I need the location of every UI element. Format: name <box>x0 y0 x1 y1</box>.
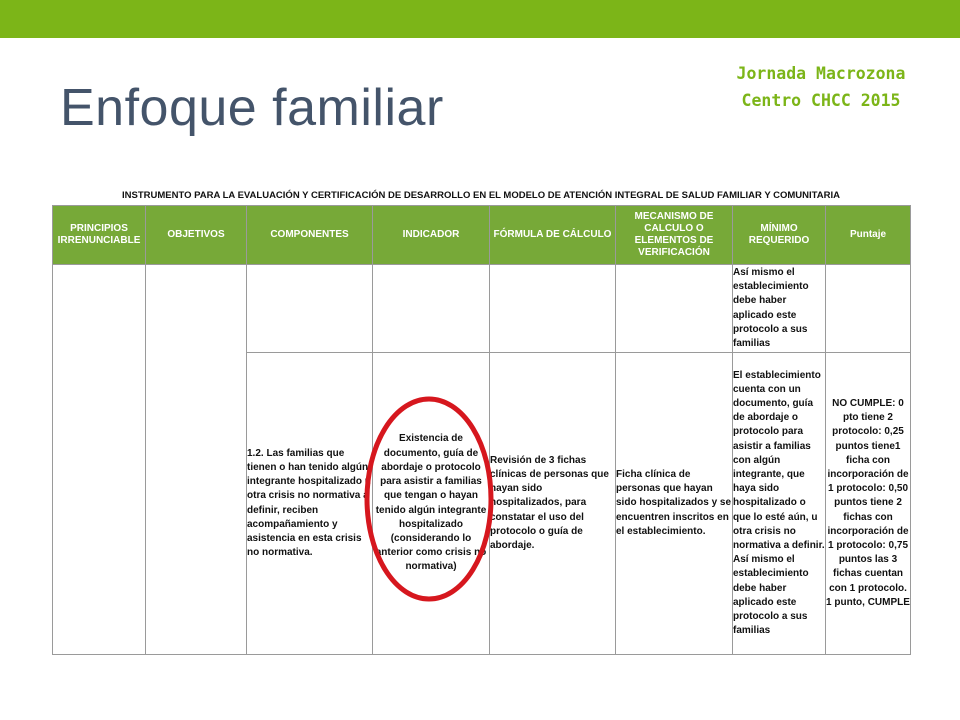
mecanismo-cell <box>616 265 733 353</box>
objetivos-cell <box>146 265 247 655</box>
indicador-text: Existencia de documento, guía de abordaje o protocolo para asistir a familias que tengan o hayan tenido algún integrante hospitalizado (considerando lo anterior como crisis no normativa) <box>375 433 487 573</box>
column-header: COMPONENTES <box>247 206 373 265</box>
minimo-cell <box>733 265 826 353</box>
formula-cell <box>490 353 616 655</box>
componente-text: 1.2. Las familias que tienen o han tenido algún integrante hospitalizado u otra crisis no normativa a definir, reciben acompañamiento y asistencia en esta crisis no normativa. <box>247 447 371 559</box>
slide-title: Enfoque familiar <box>60 79 444 137</box>
puntaje-text: NO CUMPLE: 0 pto tiene 2 protocolo: 0,25 puntos tiene1 ficha con incorporación de 1 protocolo: 0,50 puntos tiene 2 fichas con incorporación de 1 protocolo: 0,75 puntos las 3 fichas cuentan con 1 protocolo. 1 punto, CUMPLE <box>826 397 910 608</box>
formula-text: Revisión de 3 fichas clínicas de personas que hayan sido hospitalizados, para constatar el uso del protocolo o guía de abordaje. <box>490 454 609 551</box>
column-header: FÓRMULA DE CÁLCULO <box>490 206 616 265</box>
event-tag <box>716 60 926 114</box>
componentes-cell <box>247 353 373 655</box>
table-row <box>53 265 911 353</box>
formula-cell <box>490 265 616 353</box>
column-header: INDICADOR <box>373 206 490 265</box>
principios-cell <box>53 265 146 655</box>
mecanismo-cell <box>616 353 733 655</box>
puntaje-cell <box>826 353 911 655</box>
mecanismo-text: Ficha clínica de personas que hayan sido hospitalizados y se encuentren inscritos en el establecimiento. <box>616 468 732 537</box>
table-header-row <box>53 206 911 265</box>
minimo-text: El establecimiento cuenta con un documento, guía de abordaje o protocolo para asistir a familias con algún integrante, que haya sido hospitalizado o que lo esté aún, u otra crisis no normativa a definir. Así mismo el establecimiento debe haber aplicado este protocolo a sus familias <box>733 369 825 637</box>
highlight-ellipse <box>360 393 498 605</box>
event-tag-line1: Jornada Macrozona <box>736 64 906 83</box>
column-header: Puntaje <box>826 206 911 265</box>
componentes-cell <box>247 265 373 353</box>
indicador-cell <box>373 265 490 353</box>
accent-top-bar <box>0 0 960 38</box>
puntaje-cell <box>826 265 911 353</box>
column-header: MECANISMO DE CALCULO O ELEMENTOS DE VERIFICACIÓN <box>616 206 733 265</box>
column-header: MÍNIMO REQUERIDO <box>733 206 826 265</box>
document-heading: INSTRUMENTO PARA LA EVALUACIÓN Y CERTIFICACIÓN DE DESARROLLO EN EL MODELO DE ATENCIÓN INTEGRAL DE SALUD FAMILIAR Y COMUNITARIA <box>122 190 840 201</box>
column-header: PRINCIPIOS IRRENUNCIABLE <box>53 206 146 265</box>
event-tag-line2: Centro CHCC 2015 <box>741 91 901 110</box>
column-header: OBJETIVOS <box>146 206 247 265</box>
minimo-text: Así mismo el establecimiento debe haber aplicado este protocolo a sus familias <box>733 266 809 349</box>
minimo-cell <box>733 353 826 655</box>
